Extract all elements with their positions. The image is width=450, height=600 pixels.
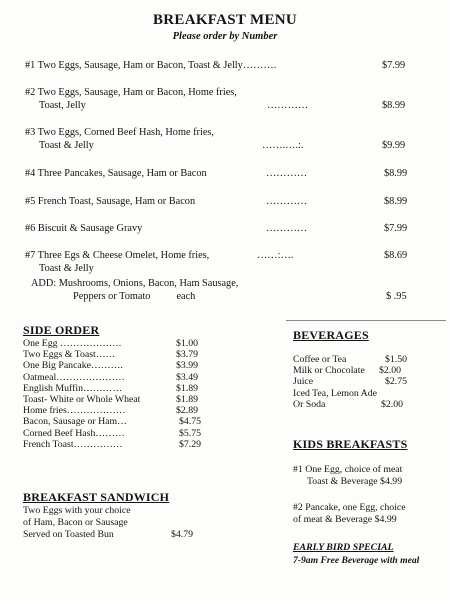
list-item: Coffee or Tea $1.50 [293, 354, 408, 365]
side-order-heading: SIDE ORDER [23, 323, 100, 337]
menu-item-price: $8.99 [384, 168, 408, 179]
kids-item-2: #2 Pancake, one Egg, choice of meat & Beverage $4.99 [293, 502, 406, 525]
menu-item-price: $7.99 [382, 60, 406, 71]
menu-item-2 [25, 87, 309, 112]
list-item: Home fries……………… $2.89 [23, 405, 199, 417]
menu-item-price: $7.99 [384, 223, 408, 234]
menu-item-desc: #6 Biscuit & Sausage Gravy [25, 223, 143, 234]
menu-item-desc-2: Toast & Jelly [39, 262, 94, 274]
menu-item-price: $9.99 [382, 140, 406, 151]
list-item: Two Eggs & Toast…… $3.79 [23, 349, 199, 361]
kids-item-price: $4.99 [374, 514, 397, 525]
kids-item-price: $4.99 [380, 476, 403, 487]
beverages-heading: BEVERAGES [293, 328, 369, 342]
menu-item-dots: ………… [266, 223, 308, 234]
menu-item-desc: #7 Three Egs & Cheese Omelet, Home fries, [25, 250, 210, 261]
add-ons-price: $ .95 [386, 291, 407, 302]
menu-item-4 [25, 168, 308, 181]
add-ons-each: each [176, 290, 196, 302]
menu-item-desc: #3 Two Eggs, Corned Beef Hash, Home fries, [25, 127, 214, 138]
menu-item-price: $8.69 [384, 250, 408, 261]
menu-item-desc: #4 Three Pancakes, Sausage, Ham or Bacon [25, 168, 207, 179]
add-ons [31, 278, 238, 303]
divider [286, 320, 446, 321]
menu-item-3 [25, 127, 304, 152]
list-item: English Muffin………… $1.89 [23, 382, 199, 394]
kids-heading: KIDS BREAKFASTS [293, 437, 408, 451]
add-ons-line-2: Peppers or Tomato each [73, 290, 196, 302]
menu-item-price: $8.99 [384, 196, 408, 207]
beverages-list [293, 354, 443, 410]
early-bird-title: EARLY BIRD SPECIAL [293, 542, 394, 553]
menu-item-dots: …….….:. [262, 140, 304, 151]
list-item: One Big Pancake………. $3.99 [23, 360, 199, 372]
list-item: Oatmeal………………… $3.49 [23, 371, 199, 383]
menu-title: BREAKFAST MENU [152, 12, 298, 28]
list-item: French Toast…………… $7.29 [23, 438, 202, 450]
menu-item-dots: ………… [266, 196, 308, 207]
list-item: Milk or Chocolate $2.00 [293, 365, 402, 377]
menu-item-dots: ………… [267, 100, 309, 111]
list-item: One Egg ………………. $1.00 [23, 338, 199, 349]
breakfast-sandwich-desc: Two Eggs with your choice of Ham, Bacon or Sausage Served on Toasted Bun $4.79 [23, 505, 194, 540]
menu-item-desc: #2 Two Eggs, Sausage, Ham or Bacon, Home fries, [25, 87, 237, 98]
menu-item-price: $8.99 [382, 100, 406, 111]
breakfast-sandwich-heading: BREAKFAST SANDWICH [23, 490, 170, 504]
menu-item-7 [25, 250, 294, 275]
menu-item-desc: #1 Two Eggs, Sausage, Ham or Bacon, Toast & Jelly [25, 60, 243, 71]
list-item: Toast- White or Whole Wheat $1.89 [23, 393, 199, 405]
list-item: Bacon, Sausage or Ham… $4.75 [23, 416, 202, 428]
menu-item-5 [25, 196, 308, 209]
menu-item-1 [25, 60, 276, 73]
breakfast-sandwich-price: $4.79 [171, 529, 194, 540]
menu-item-6 [25, 223, 308, 236]
list-item: Corned Beef Hash……… $5.75 [23, 427, 202, 439]
kids-item-1: #1 One Egg, choice of meat Toast & Beverage $4.99 [293, 464, 403, 487]
menu-item-dots: ………… [266, 168, 308, 179]
menu-item-desc-2: Toast & Jelly [39, 139, 94, 151]
menu-item-dots: ………. [242, 60, 277, 71]
early-bird-subtitle: 7-9am Free Beverage with meal [293, 555, 420, 566]
list-item: Or Soda $2.00 [293, 398, 404, 410]
list-item: Juice $2.75 [293, 376, 408, 388]
add-ons-line-1: ADD: Mushrooms, Onions, Bacon, Ham Sausage, [31, 278, 239, 289]
menu-item-dots: ……:…. [257, 250, 294, 261]
list-item: Iced Tea, Lemon Ade [293, 387, 378, 399]
side-order-list [23, 338, 213, 450]
menu-subtitle: Please order by Number [172, 31, 278, 42]
menu-item-desc: #5 French Toast, Sausage, Ham or Bacon [25, 196, 196, 207]
menu-item-desc-2: Toast, Jelly [39, 99, 86, 111]
